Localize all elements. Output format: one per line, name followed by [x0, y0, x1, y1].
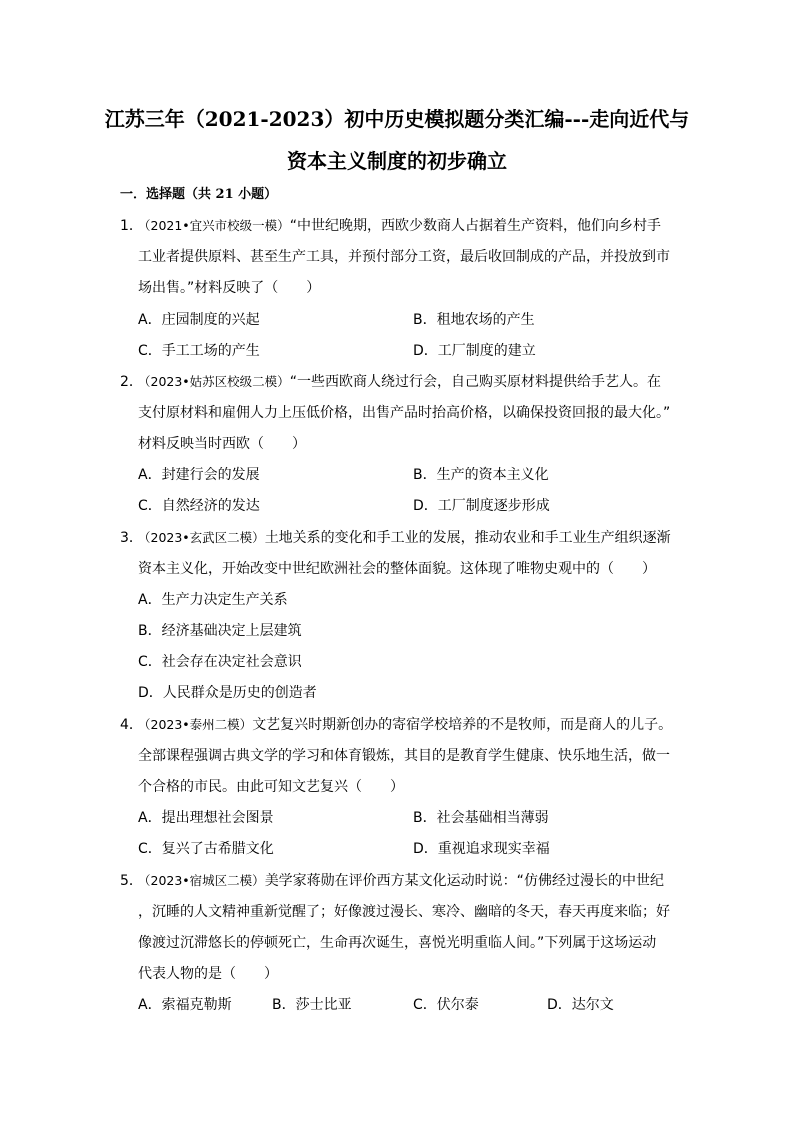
question-stem-line: （2023•泰州二模）文艺复兴时期新创办的寄宿学校培养的不是牧师，而是商人的儿子。 [138, 717, 673, 733]
option-d: D．达尔文 [547, 997, 614, 1013]
question-number: 1． [120, 218, 143, 234]
option-a: A．提出理想社会图景 [138, 810, 274, 826]
question-stem-line: 工业者提供原料、甚至生产工具，并预付部分工资，最后收回制成的产品，并投放到市 [138, 249, 670, 265]
question-number: 2． [120, 374, 143, 390]
option-c: C．复兴了古希腊文化 [138, 841, 274, 857]
question-source: （2023•姑苏区校级二模） [138, 374, 290, 389]
option-d: D．重视追求现实幸福 [413, 841, 550, 857]
option-b: B．社会基础相当薄弱 [413, 810, 549, 826]
option-b: B．租地农场的产生 [413, 312, 535, 328]
question-stem-line: ，沉睡的人文精神重新觉醒了；好像渡过漫长、寒冷、幽暗的冬天，春天再度来临；好 [138, 904, 670, 920]
question-source: （2023•玄武区二模） [138, 530, 265, 545]
question-stem-line: 支付原材料和雇佣人力上压低价格，出售产品时抬高价格，以确保投资回报的最大化。” [138, 405, 671, 421]
question-stem-line: 资本主义化，开始改变中世纪欧洲社会的整体面貌。这体现了唯物史观中的（ ） [138, 561, 656, 577]
question-source: （2023•泰州二模） [138, 717, 253, 732]
question-stem-line: （2023•宿城区二模）美学家蒋勋在评价西方某文化运动时说：“仿佛经过漫长的中世纪 [138, 873, 664, 889]
question-number: 4． [120, 717, 143, 733]
section-heading: 一．选择题（共 21 小题） [120, 187, 278, 202]
option-a: A．庄园制度的兴起 [138, 312, 260, 328]
question-stem-line: 材料反映当时西欧（ ） [138, 436, 306, 452]
question-stem-line: 代表人物的是（ ） [138, 966, 278, 982]
option-d: D．人民群众是历史的创造者 [138, 685, 317, 701]
question-stem-line: （2023•姑苏区校级二模）“一些西欧商人绕过行会，自己购买原材料提供给手艺人。在 [138, 374, 661, 390]
option-a: A．索福克勒斯 [138, 997, 232, 1013]
option-c: C．自然经济的发达 [138, 498, 260, 514]
question-stem-line: 场出售。”材料反映了（ ） [138, 280, 321, 296]
document-title-line-1: 江苏三年（2021-2023）初中历史模拟题分类汇编---走向近代与 [104, 107, 690, 131]
option-d: D．工厂制度的建立 [413, 343, 536, 359]
question-source: （2023•宿城区二模） [138, 873, 265, 888]
question-stem-line: 个合格的市民。由此可知文艺复兴（ ） [138, 779, 404, 795]
question-source: （2021•宜兴市校级一模） [138, 218, 290, 233]
question-stem-line: 全部课程强调古典文学的学习和体育锻炼，其目的是教育学生健康、快乐地生活，做一 [138, 748, 670, 764]
question-stem-line: （2021•宜兴市校级一模）“中世纪晚期，西欧少数商人占据着生产资料，他们向乡村手 [138, 218, 661, 234]
question-number: 3． [120, 530, 143, 546]
option-a: A．封建行会的发展 [138, 467, 260, 483]
option-b: B．经济基础决定上层建筑 [138, 623, 302, 639]
question-stem-line: （2023•玄武区二模）土地关系的变化和手工业的发展，推动农业和手工业生产组织逐渐 [138, 530, 671, 546]
question-number: 5． [120, 873, 143, 889]
option-a: A．生产力决定生产关系 [138, 592, 288, 608]
option-b: B．生产的资本主义化 [413, 467, 549, 483]
option-c: C．伏尔泰 [413, 997, 479, 1013]
option-c: C．社会存在决定社会意识 [138, 654, 302, 670]
question-stem-line: 像渡过沉滞悠长的停顿死亡，生命再次诞生，喜悦光明重临人间。”下列属于这场运动 [138, 935, 657, 951]
option-c: C．手工工场的产生 [138, 343, 260, 359]
option-d: D．工厂制度逐步形成 [413, 498, 550, 514]
option-b: B．莎士比亚 [272, 997, 352, 1013]
document-title-line-2: 资本主义制度的初步确立 [287, 149, 507, 173]
